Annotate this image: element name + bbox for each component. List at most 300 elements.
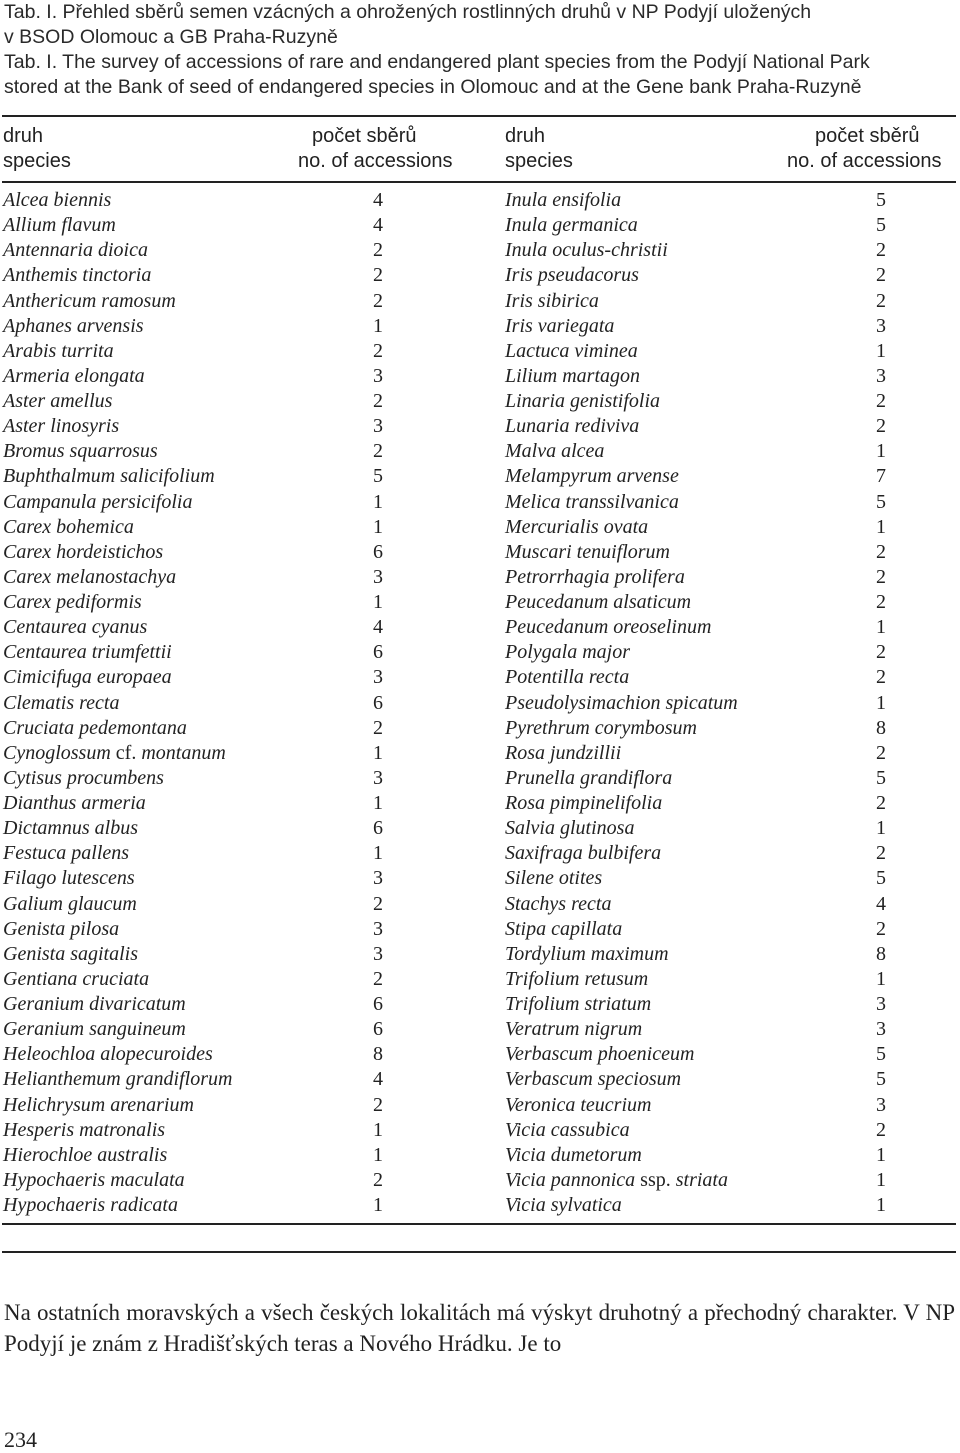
right-species-name [505, 665, 629, 690]
left-species-name [3, 263, 151, 288]
species-genus-part: Stachys recta [505, 892, 612, 915]
caption-en-line-2: stored at the Bank of seed of endangered species in Olomouc and at the Gene bank Praha-Ruzyně [4, 76, 862, 98]
species-genus-part: Hypochaeris radicata [3, 1194, 178, 1216]
species-genus-part: Lunaria rediviva [505, 415, 640, 438]
table-row [0, 1017, 960, 1042]
caption-cz-line-1: Tab. I. Přehled sběrů semen vzácných a ohrožených rostlinných druhů v NP Podyjí uložených [4, 1, 812, 23]
species-genus-part: Buphthalmum salicifolium [3, 465, 215, 488]
left-accession-count: 2 [373, 264, 383, 287]
species-genus-part: Anthericum ramosum [3, 289, 176, 312]
species-genus-part: Geranium sanguineum [3, 1018, 186, 1041]
species-genus-part: Carex pediformis [3, 591, 142, 613]
right-accession-count: 2 [876, 591, 886, 613]
left-species-name [3, 1042, 213, 1067]
table-bottom-rule-2 [2, 1251, 956, 1253]
left-accession-count: 1 [373, 490, 383, 513]
left-accession-count: 2 [373, 339, 383, 362]
left-species-name [3, 590, 142, 615]
table-row [0, 816, 960, 841]
right-species-name [505, 464, 679, 489]
right-accession-count: 5 [876, 766, 886, 789]
species-genus-part: Lilium martagon [505, 364, 641, 387]
table-row [0, 540, 960, 565]
right-accession-count: 2 [876, 666, 886, 689]
right-species-name [505, 540, 670, 565]
left-species-name [3, 1118, 165, 1143]
left-species-name [3, 1067, 232, 1092]
table-row [0, 917, 960, 942]
left-species-name [3, 791, 146, 816]
right-species-name [505, 1093, 651, 1118]
species-genus-part: Rosa jundzillii [505, 741, 622, 764]
table-row [0, 716, 960, 741]
table-row [0, 640, 960, 665]
table-row [0, 590, 960, 615]
species-genus-part: Vicia dumetorum [505, 1143, 642, 1166]
species-genus-part: Genista sagitalis [3, 942, 139, 965]
species-genus-part: Alcea biennis [3, 189, 112, 211]
left-species-name [3, 1143, 167, 1168]
right-accession-count: 2 [876, 792, 886, 814]
right-species-name [505, 490, 679, 515]
species-genus-part: Vicia pannonica [505, 1168, 641, 1191]
left-accession-count: 2 [373, 892, 383, 915]
species-genus-part: Petrorrhagia prolifera [505, 565, 685, 588]
right-accession-count: 3 [876, 1093, 886, 1116]
species-epithet-part: montanum [136, 741, 226, 764]
right-species-name [505, 816, 634, 841]
header-species-cz-right: druh [505, 125, 546, 147]
table-row [0, 238, 960, 263]
left-accession-count: 6 [373, 641, 383, 664]
table-row [0, 314, 960, 339]
species-genus-part: Antennaria dioica [3, 239, 148, 262]
left-accession-count: 1 [373, 515, 383, 538]
left-accession-count: 2 [373, 1168, 383, 1191]
right-accession-count: 5 [876, 1068, 886, 1091]
species-genus-part: Prunella grandiflora [505, 766, 673, 789]
species-genus-part: Saxifraga bulbifera [505, 842, 662, 865]
right-species-name [505, 565, 685, 590]
species-genus-part: Festuca pallens [3, 842, 130, 865]
table-row [0, 942, 960, 967]
left-species-name [3, 1193, 178, 1218]
right-accession-count: 3 [876, 364, 886, 387]
header-rule [2, 181, 956, 183]
right-species-name [505, 364, 640, 389]
left-species-name [3, 766, 164, 791]
species-genus-part: Filago lutescens [3, 867, 135, 890]
left-species-name [3, 841, 129, 866]
right-species-name [505, 942, 669, 967]
left-species-name [3, 515, 134, 540]
left-accession-count: 3 [373, 917, 383, 940]
right-accession-count: 2 [876, 917, 886, 940]
right-species-name [505, 314, 614, 339]
right-species-name [505, 716, 697, 741]
species-genus-part: Silene otites [505, 867, 603, 890]
right-accession-count: 3 [876, 1018, 886, 1041]
left-accession-count: 4 [373, 1068, 383, 1091]
header-count-cz: počet sběrů [312, 125, 417, 147]
left-species-name [3, 213, 116, 238]
left-species-name [3, 615, 147, 640]
species-genus-part: Galium glaucum [3, 892, 137, 915]
table-row [0, 1193, 960, 1218]
species-genus-part: Cimicifuga europaea [3, 666, 172, 689]
right-accession-count: 1 [876, 967, 886, 990]
body-paragraph: Na ostatních moravských a všech českých lokalitách má výskyt druhotný a přechodný charakter. V NP Podyjí je znám z Hradišťských teras a Nového Hrádku. Je to [4, 1300, 955, 1356]
left-accession-count: 6 [373, 540, 383, 563]
right-accession-count: 1 [876, 1168, 886, 1191]
right-species-name [505, 967, 648, 992]
left-species-name [3, 640, 172, 665]
table-row [0, 414, 960, 439]
species-genus-part: Salvia glutinosa [505, 817, 635, 840]
species-genus-part: Inula germanica [505, 214, 638, 237]
species-genus-part: Iris sibirica [505, 289, 599, 312]
species-genus-part: Linaria genistifolia [505, 390, 661, 412]
right-accession-count: 1 [876, 515, 886, 538]
table-row [0, 1118, 960, 1143]
species-genus-part: Tordylium maximum [505, 942, 669, 965]
left-accession-count: 3 [373, 942, 383, 965]
header-count-en: no. of accessions [298, 150, 453, 172]
species-genus-part: Verbascum phoeniceum [505, 1043, 695, 1066]
left-species-name [3, 188, 111, 213]
left-accession-count: 3 [373, 867, 383, 890]
right-accession-count: 2 [876, 1118, 886, 1141]
species-genus-part: Clematis recta [3, 691, 120, 714]
left-species-name [3, 314, 144, 339]
left-accession-count: 8 [373, 1043, 383, 1066]
left-accession-count: 1 [373, 314, 383, 337]
species-genus-part: Pyrethrum corymbosum [505, 716, 698, 739]
table-row [0, 1042, 960, 1067]
species-genus-part: Heleochloa alopecuroides [3, 1043, 213, 1066]
species-genus-part: Bromus squarrosus [3, 440, 158, 463]
left-accession-count: 4 [373, 189, 383, 211]
right-accession-count: 2 [876, 289, 886, 312]
left-species-name [3, 414, 119, 439]
right-species-name [505, 741, 621, 766]
left-accession-count: 6 [373, 691, 383, 714]
species-genus-part: Pseudolysimachion spicatum [505, 691, 738, 714]
left-species-name [3, 992, 186, 1017]
left-species-name [3, 439, 158, 464]
table-row [0, 791, 960, 816]
table-row [0, 1067, 960, 1092]
table-row [0, 490, 960, 515]
right-accession-count: 2 [876, 390, 886, 412]
species-genus-part: Trifolium retusum [505, 967, 649, 990]
right-species-name [505, 791, 662, 816]
left-species-name [3, 892, 137, 917]
table-row [0, 615, 960, 640]
species-genus-part: Iris pseudacorus [505, 264, 639, 287]
table-row [0, 1143, 960, 1168]
table-row [0, 665, 960, 690]
species-genus-part: Trifolium striatum [505, 993, 652, 1015]
right-accession-count: 2 [876, 415, 886, 438]
right-species-name [505, 691, 738, 716]
species-genus-part: Cytisus procumbens [3, 766, 164, 789]
left-species-name [3, 741, 226, 766]
species-genus-part: Arabis turrita [3, 339, 114, 362]
left-accession-count: 3 [373, 766, 383, 789]
caption-en-line-1: Tab. I. The survey of accessions of rare and endangered plant species from the Podyjí National Park [4, 51, 870, 73]
right-species-name [505, 1067, 681, 1092]
right-accession-count: 5 [876, 189, 886, 211]
species-genus-part: Stipa capillata [505, 917, 623, 940]
species-qualifier: ssp. [640, 1168, 671, 1191]
right-accession-count: 1 [876, 616, 886, 639]
table-row [0, 741, 960, 766]
right-species-name [505, 238, 668, 263]
right-species-name [505, 590, 691, 615]
right-accession-count: 2 [876, 565, 886, 588]
left-accession-count: 3 [373, 364, 383, 387]
species-genus-part: Genista pilosa [3, 917, 120, 940]
table-row [0, 515, 960, 540]
species-genus-part: Hypochaeris maculata [3, 1168, 185, 1191]
left-species-name [3, 967, 149, 992]
right-species-name [505, 414, 639, 439]
right-species-name [505, 1042, 694, 1067]
right-accession-count: 5 [876, 867, 886, 890]
right-species-name [505, 766, 672, 791]
left-accession-count: 3 [373, 666, 383, 689]
species-genus-part: Mercurialis ovata [505, 515, 649, 538]
species-genus-part: Campanula persicifolia [3, 490, 193, 513]
left-species-name [3, 464, 215, 489]
right-accession-count: 5 [876, 490, 886, 513]
right-species-name [505, 1017, 642, 1042]
species-genus-part: Centaurea cyanus [3, 616, 148, 639]
right-accession-count: 1 [876, 339, 886, 362]
left-accession-count: 6 [373, 1018, 383, 1041]
left-accession-count: 1 [373, 842, 383, 865]
left-accession-count: 6 [373, 817, 383, 840]
right-species-name [505, 841, 661, 866]
right-species-name [505, 389, 660, 414]
species-genus-part: Carex melanostachya [3, 565, 177, 588]
right-accession-count: 2 [876, 239, 886, 262]
species-genus-part: Melampyrum arvense [505, 465, 679, 488]
table-row [0, 691, 960, 716]
table-row [0, 339, 960, 364]
table-row [0, 188, 960, 213]
species-genus-part: Helichrysum arenarium [3, 1093, 194, 1116]
left-accession-count: 2 [373, 1093, 383, 1116]
species-genus-part: Carex bohemica [3, 515, 134, 538]
right-species-name [505, 515, 648, 540]
left-species-name [3, 339, 114, 364]
accessions-table [0, 188, 960, 1218]
species-genus-part: Allium flavum [3, 214, 116, 237]
left-accession-count: 2 [373, 390, 383, 412]
table-row [0, 1168, 960, 1193]
table-row [0, 364, 960, 389]
species-genus-part: Dianthus armeria [3, 792, 146, 814]
species-genus-part: Cynoglossum [3, 741, 116, 764]
left-accession-count: 4 [373, 616, 383, 639]
species-genus-part: Muscari tenuiflorum [505, 540, 670, 563]
right-accession-count: 5 [876, 214, 886, 237]
right-accession-count: 3 [876, 314, 886, 337]
species-genus-part: Armeria elongata [3, 364, 145, 387]
right-species-name [505, 992, 651, 1017]
right-species-name [505, 1143, 642, 1168]
species-genus-part: Inula oculus-christii [505, 239, 668, 262]
table-row [0, 967, 960, 992]
right-accession-count: 2 [876, 264, 886, 287]
right-species-name [505, 917, 622, 942]
table-top-rule [2, 115, 956, 117]
left-species-name [3, 665, 172, 690]
left-accession-count: 1 [373, 1194, 383, 1216]
header-species-en-right: species [505, 150, 573, 172]
right-species-name [505, 866, 602, 891]
left-accession-count: 1 [373, 1143, 383, 1166]
right-accession-count: 1 [876, 1194, 886, 1216]
species-genus-part: Inula ensifolia [505, 189, 622, 211]
table-row [0, 263, 960, 288]
left-species-name [3, 289, 176, 314]
right-accession-count: 1 [876, 440, 886, 463]
species-genus-part: Anthemis tinctoria [3, 264, 152, 287]
right-accession-count: 4 [876, 892, 886, 915]
species-genus-part: Vicia sylvatica [505, 1194, 622, 1216]
species-genus-part: Melica transsilvanica [505, 490, 679, 513]
species-genus-part: Geranium divaricatum [3, 993, 186, 1015]
right-species-name [505, 213, 638, 238]
right-species-name [505, 1193, 622, 1218]
table-row [0, 464, 960, 489]
left-accession-count: 4 [373, 214, 383, 237]
species-genus-part: Lactuca viminea [505, 339, 638, 362]
left-species-name [3, 816, 138, 841]
left-accession-count: 1 [373, 741, 383, 764]
left-accession-count: 2 [373, 967, 383, 990]
right-accession-count: 8 [876, 942, 886, 965]
species-genus-part: Aphanes arvensis [3, 314, 144, 337]
left-accession-count: 2 [373, 289, 383, 312]
table-row [0, 841, 960, 866]
species-genus-part: Cruciata pedemontana [3, 716, 187, 739]
right-species-name [505, 615, 711, 640]
table-row [0, 389, 960, 414]
right-species-name [505, 439, 604, 464]
right-accession-count: 8 [876, 716, 886, 739]
table-row [0, 992, 960, 1017]
right-accession-count: 7 [876, 465, 886, 488]
table-row [0, 892, 960, 917]
species-genus-part: Veratrum nigrum [505, 1018, 643, 1041]
page-number: 234 [4, 1427, 37, 1452]
right-accession-count: 1 [876, 1143, 886, 1166]
left-accession-count: 1 [373, 591, 383, 613]
table-row [0, 289, 960, 314]
left-accession-count: 2 [373, 716, 383, 739]
right-species-name [505, 289, 599, 314]
species-genus-part: Polygala major [505, 641, 630, 664]
left-species-name [3, 866, 135, 891]
right-species-name [505, 640, 630, 665]
caption-cz-line-2: v BSOD Olomouc a GB Praha-Ruzyně [4, 26, 338, 48]
left-species-name [3, 1093, 194, 1118]
table-row [0, 439, 960, 464]
species-genus-part: Veronica teucrium [505, 1093, 652, 1116]
right-accession-count: 2 [876, 641, 886, 664]
species-genus-part: Carex hordeistichos [3, 540, 164, 563]
species-genus-part: Malva alcea [505, 440, 605, 463]
left-accession-count: 3 [373, 415, 383, 438]
left-accession-count: 1 [373, 1118, 383, 1141]
left-species-name [3, 238, 148, 263]
table-row [0, 213, 960, 238]
species-epithet-part: striata [670, 1168, 728, 1191]
species-genus-part: Aster amellus [3, 390, 113, 412]
left-accession-count: 6 [373, 993, 383, 1015]
table-row [0, 866, 960, 891]
left-species-name [3, 942, 138, 967]
left-species-name [3, 565, 176, 590]
species-genus-part: Potentilla recta [505, 666, 630, 689]
right-species-name [505, 188, 621, 213]
species-qualifier: cf. [115, 741, 137, 764]
species-genus-part: Vicia cassubica [505, 1118, 630, 1141]
left-accession-count: 5 [373, 465, 383, 488]
left-accession-count: 2 [373, 239, 383, 262]
header-species-cz: druh [3, 125, 44, 147]
right-species-name [505, 339, 638, 364]
left-species-name [3, 1168, 185, 1193]
right-species-name [505, 892, 611, 917]
left-species-name [3, 490, 192, 515]
species-genus-part: Hierochloe australis [3, 1143, 168, 1166]
right-species-name [505, 263, 639, 288]
table-row [0, 1093, 960, 1118]
left-species-name [3, 691, 119, 716]
right-species-name [505, 1168, 728, 1193]
right-accession-count: 2 [876, 540, 886, 563]
left-species-name [3, 389, 112, 414]
left-species-name [3, 716, 187, 741]
species-genus-part: Helianthemum grandiflorum [3, 1068, 233, 1091]
table-row [0, 766, 960, 791]
left-accession-count: 3 [373, 565, 383, 588]
species-genus-part: Peucedanum alsaticum [505, 591, 692, 613]
left-species-name [3, 1017, 186, 1042]
species-genus-part: Hesperis matronalis [3, 1118, 166, 1141]
left-species-name [3, 364, 145, 389]
right-accession-count: 1 [876, 691, 886, 714]
species-genus-part: Peucedanum oreoselinum [505, 616, 712, 639]
right-accession-count: 2 [876, 842, 886, 865]
header-species-en: species [3, 150, 71, 172]
species-genus-part: Aster linosyris [3, 415, 120, 438]
left-accession-count: 2 [373, 440, 383, 463]
left-accession-count: 1 [373, 792, 383, 814]
species-genus-part: Iris variegata [505, 314, 615, 337]
table-caption [4, 0, 956, 100]
species-genus-part: Verbascum speciosum [505, 1068, 682, 1091]
right-species-name [505, 1118, 630, 1143]
species-genus-part: Rosa pimpinelifolia [505, 792, 663, 814]
left-species-name [3, 540, 163, 565]
right-accession-count: 5 [876, 1043, 886, 1066]
